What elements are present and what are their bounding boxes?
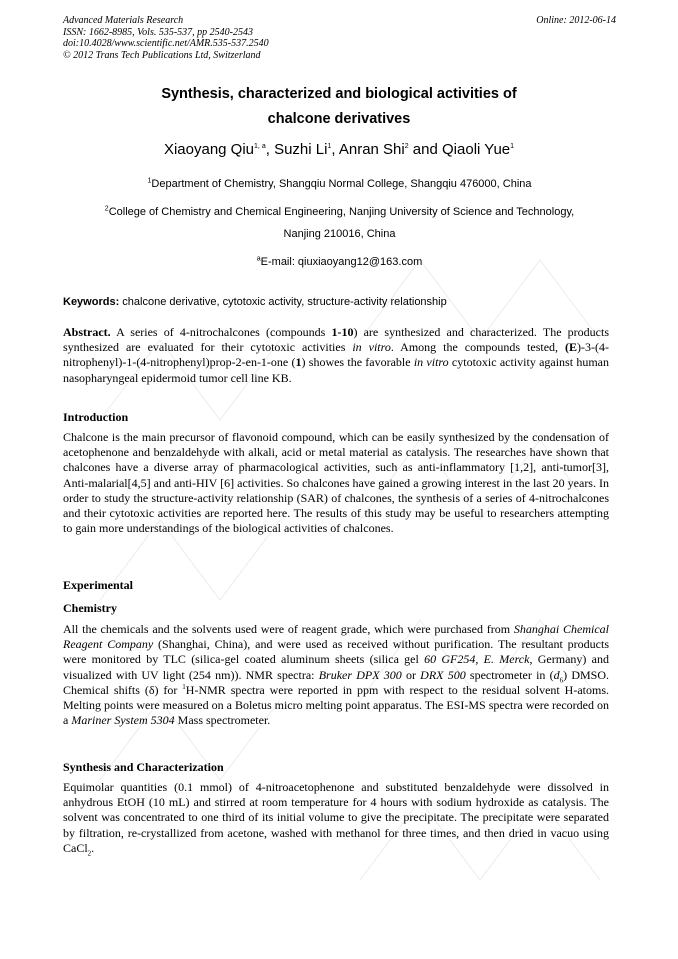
author-separator: and	[408, 141, 443, 158]
text-run: )-3-(4-nitrophenyl)-1-(4-nitrophenyl)prop-2-en-1-one (	[63, 340, 609, 370]
italic-run: DRX 500	[420, 667, 466, 682]
affil-text: Department of Chemistry, Shangqiu Normal College, Shangqiu 476000, China	[151, 178, 532, 190]
author-name: Qiaoli Yue	[442, 141, 511, 158]
text-run: A series of 4-nitrochalcones (compounds	[110, 325, 332, 339]
italic-run: Bruker DPX 300	[318, 667, 402, 682]
keywords	[63, 296, 616, 308]
subscript: 2	[87, 849, 92, 858]
italic-run: Mariner System 5304	[71, 713, 175, 728]
author-separator: ,	[331, 141, 339, 158]
superscript: 1	[182, 682, 186, 691]
author-list	[0, 141, 678, 158]
email-text: E-mail: qiuxiaoyang12@163.com	[260, 256, 423, 268]
italic-run: d	[553, 667, 560, 682]
author-affil-sup: 1	[510, 143, 515, 150]
online-date: Online: 2012-06-14	[536, 15, 616, 26]
text-run: . Among the compounds tested,	[390, 340, 566, 355]
italic-run: in vitro	[352, 340, 391, 355]
author-affil-sup: 1, a	[254, 143, 266, 150]
abstract-paragraph	[63, 325, 609, 386]
affil-text: College of Chemistry and Chemical Engineering, Nanjing University of Science and Technology,	[108, 206, 575, 218]
compound-ref: 1-10	[331, 325, 354, 339]
section-heading-experimental: Experimental	[63, 578, 133, 592]
copyright-line: © 2012 Trans Tech Publications Ltd, Switzerland	[63, 49, 261, 61]
subsection-heading-synthesis: Synthesis and Characterization	[63, 760, 224, 774]
chemistry-paragraph	[63, 622, 609, 728]
compound-ref: (E	[565, 340, 578, 355]
keywords-label: Keywords:	[63, 296, 120, 308]
title-line-1: Synthesis, characterized and biological activities of	[161, 86, 517, 102]
text-run: ) showes the favorable	[301, 355, 414, 370]
journal-header	[63, 15, 616, 61]
affil-sup: 2	[104, 205, 109, 213]
introduction-paragraph: Chalcone is the main precursor of flavonoid compound, which can be easily synthesized by the condensation of acetophenone and benzaldehyde with alkali, acid or metal material as catalysis. The researches have shown that chalcones have a diverse array of pharmacological activities, such as anti-inflammatory [1,2], anti-tumor[3], Anti-malarial[4,5] and anti-HIV [6] activities. So chalcones have gained a growing interest in the last 20 years. In order to study the structure-activity relationship (SAR) of chalcones, the synthesis of a series of 4-nitrochalcones and their cytotoxic activities are reported here. The results of this study may be useful to researchers attempting to gain more understandings of the biological activities of chalcones.	[63, 430, 609, 536]
subsection-heading-chemistry: Chemistry	[63, 601, 117, 615]
section-heading-introduction: Introduction	[63, 410, 129, 424]
text-run: .	[91, 840, 95, 855]
author-name: Suzhi Li	[274, 141, 328, 158]
text-run: All the chemicals and the solvents used were of reagent grade, which were purchased from	[63, 622, 514, 636]
text-run: , Germany) and visualized with UV light (254 nm)). NMR spectra:	[63, 652, 609, 682]
text-run: or	[401, 667, 421, 682]
affiliation-2	[63, 201, 616, 245]
synthesis-paragraph	[63, 780, 609, 856]
author-affil-sup: 1	[327, 143, 332, 150]
affiliation-1	[63, 173, 616, 195]
italic-run: 60 GF254, E. Merck	[424, 652, 530, 667]
abstract-label: Abstract.	[63, 325, 111, 339]
author-email	[63, 251, 616, 273]
subscript: 6	[559, 676, 564, 684]
journal-name: Advanced Materials Research	[63, 15, 184, 26]
text-run: (Shanghai, China), and were used as received without purification. The resultant products were monitored by TLC (silica-gel coated aluminum sheets (silica gel	[63, 637, 609, 667]
author-name: Anran Shi	[338, 141, 405, 158]
issn-line: ISSN: 1662-8985, Vols. 535-537, pp 2540-2543	[63, 26, 253, 38]
compound-ref: 1	[295, 355, 302, 370]
text-run: spectrometer in (	[465, 667, 554, 682]
author-name: Xiaoyang Qiu	[163, 141, 255, 158]
author-affil-sup: 2	[404, 143, 409, 150]
paper-title	[0, 82, 678, 132]
affil-text: Nanjing 210016, China	[283, 228, 396, 240]
email-sup: a	[256, 255, 261, 263]
text-run: cytotoxic activity against human nasopharyngeal epidermoid tumor cell line KB.	[63, 355, 609, 385]
keywords-text: chalcone derivative, cytotoxic activity, structure-activity relationship	[119, 296, 447, 308]
italic-run: in vitro	[413, 355, 449, 370]
title-line-2: chalcone derivatives	[267, 111, 411, 127]
affil-sup: 1	[147, 177, 152, 185]
italic-run: Shanghai Chemical Reagent Company	[63, 622, 609, 652]
text-run: H-NMR spectra were reported in ppm with respect to the residual solvent H-atoms. Melting points were measured on a Boletus micro melting point apparatus. The ESI-MS spectra were recorded on a	[63, 682, 609, 728]
author-separator: ,	[265, 141, 275, 158]
text-run: ) DMSO. Chemical shifts (δ) for	[63, 667, 609, 697]
doi-line: doi:10.4028/www.scientific.net/AMR.535-537.2540	[63, 38, 269, 49]
text-run: Equimolar quantities (0.1 mmol) of 4-nitroacetophenone and substituted benzaldehyde were dissolved in anhydrous EtOH (10 mL) and stirred at room temperature for 4 hours with sodium hydroxide as catalysis. The solvent was concentrated to one third of its initial volume to give the precipitate. The precipitate were separated by filtration, re-crystallized from acetone, washed with methanol for three times, and then dried in vacuo using CaCl	[63, 780, 609, 855]
text-run: Mass spectrometer.	[174, 713, 271, 728]
text-run: ) are synthesized and characterized. The products synthesized are evaluated for their cytotoxic activities	[63, 325, 609, 355]
